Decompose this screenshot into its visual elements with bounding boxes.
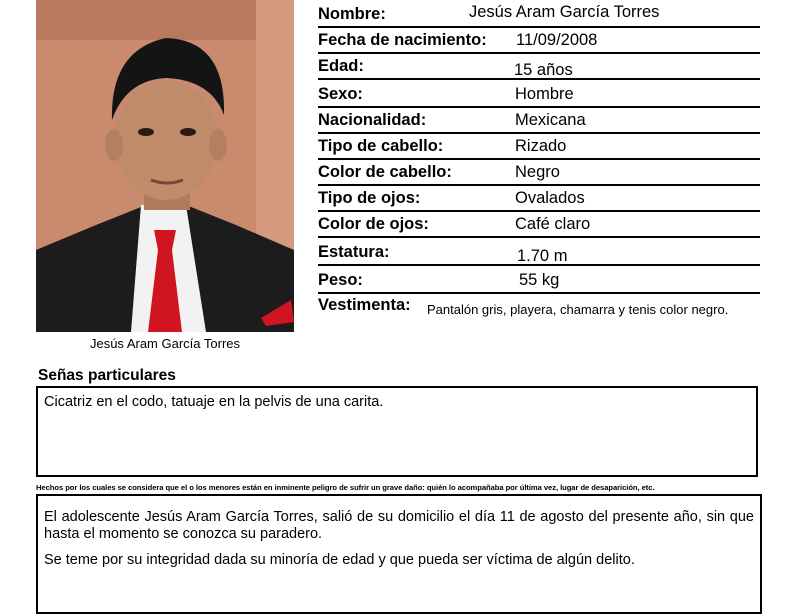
field-value: Negro [515,163,560,181]
field-value: 11/09/2008 [516,31,598,49]
field-peso [318,266,760,294]
field-nombre [318,0,760,28]
field-value: 15 años [514,61,573,79]
hechos-paragraph-1: El adolescente Jesús Aram García Torres, salió de su domicilio el día 11 de agosto del presente año, sin que hasta el momento se conozca su paradero. [44,509,754,542]
field-label: Estatura: [318,243,390,261]
field-label: Peso: [318,271,363,289]
field-tipo-ojos [318,184,760,212]
photo-caption: Jesús Aram García Torres [89,336,241,351]
hechos-note: Hechos por los cuales se considera que el o los menores están en inminente peligro de sufrir un grave daño: quién lo acompañaba por última vez, lugar de desaparición, etc. [36,483,655,492]
field-label: Tipo de ojos: [318,189,421,207]
field-sexo [318,80,760,108]
field-label: Color de ojos: [318,215,429,233]
field-estatura [318,238,760,266]
senas-title: Señas particulares [38,367,176,384]
field-label: Edad: [318,57,364,75]
field-value: Pantalón gris, playera, chamarra y tenis color negro. [427,302,729,317]
field-value: Jesús Aram García Torres [469,3,660,21]
field-value: Café claro [515,215,591,233]
field-nacionalidad [318,106,760,134]
hechos-box [36,494,762,614]
field-label: Vestimenta: [318,296,411,314]
senas-text: Cicatriz en el codo, tatuaje en la pelvis de una carita. [44,394,384,410]
field-color-cabello [318,158,760,186]
field-value: Mexicana [515,111,586,129]
field-label: Color de cabello: [318,163,452,181]
field-color-ojos [318,210,760,238]
person-photo [36,0,294,332]
field-edad [318,52,760,80]
field-value: 55 kg [519,271,560,289]
field-value: Rizado [515,137,567,155]
field-fecha-nacimiento [318,26,760,54]
hechos-paragraph-2: Se teme por su integridad dada su minoría de edad y que pueda ser víctima de algún delito. [44,552,635,568]
field-value: Ovalados [515,189,585,207]
field-tipo-cabello [318,132,760,160]
field-label: Nacionalidad: [318,111,427,129]
field-value: Hombre [515,85,574,103]
field-label: Sexo: [318,85,363,103]
field-value: 1.70 m [517,247,568,265]
field-label: Nombre: [318,5,386,23]
field-label: Tipo de cabello: [318,137,444,155]
senas-box [36,386,758,477]
field-label: Fecha de nacimiento: [318,31,487,49]
